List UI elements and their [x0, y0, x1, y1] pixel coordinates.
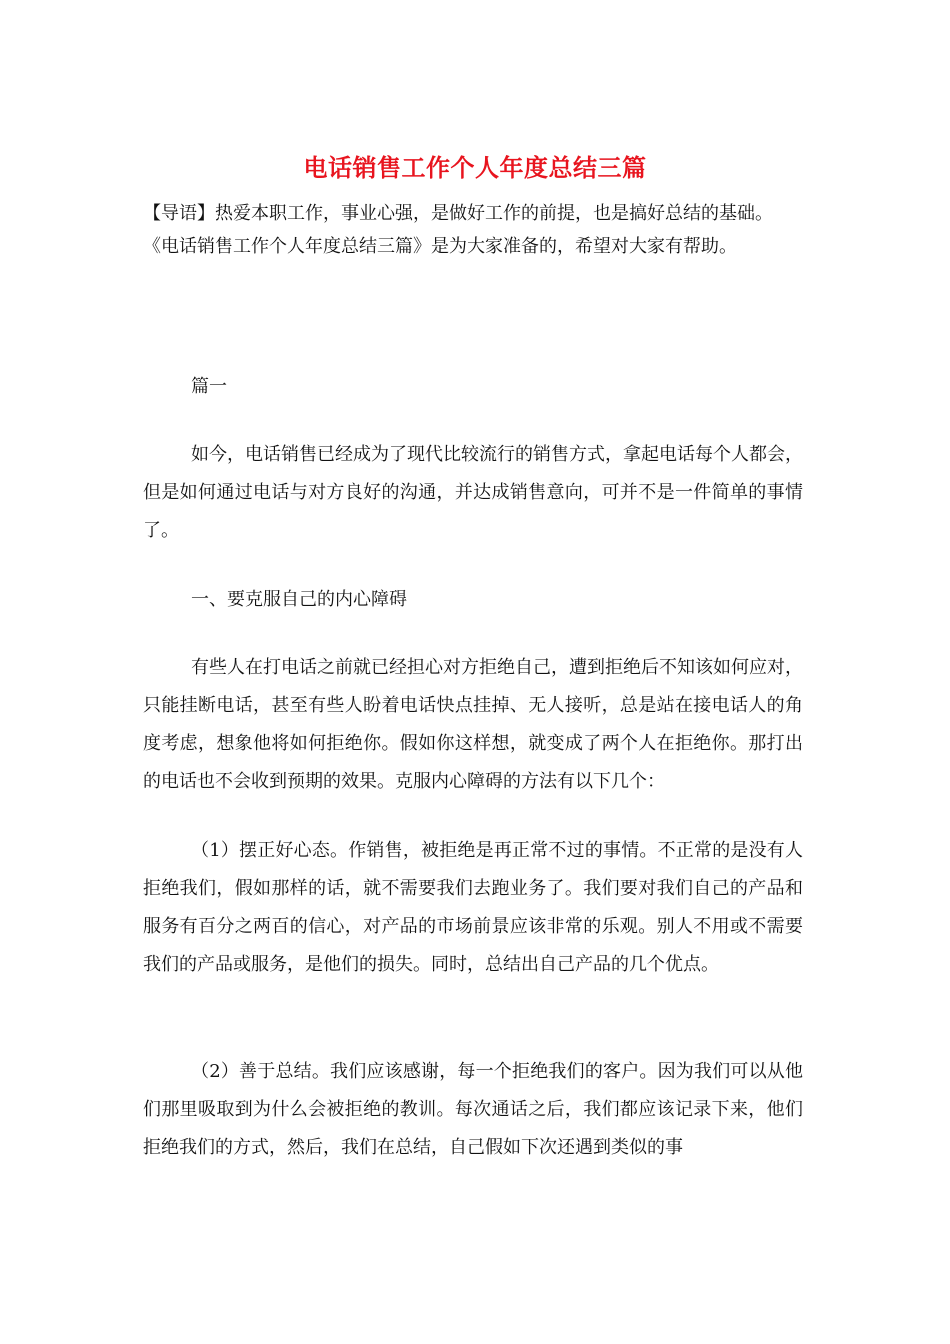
- paragraph-intro: 如今，电话销售已经成为了现代比较流行的销售方式，拿起电话每个人都会，但是如何通过电话与对方良好的沟通，并达成销售意向，可并不是一件简单的事情了。: [143, 444, 803, 541]
- section-label: 篇一: [191, 376, 227, 397]
- intro-block: [143, 197, 813, 263]
- paragraph-point-2: （2）善于总结。我们应该感谢，每一个拒绝我们的客户。因为我们可以从他们那里吸取到为什么会被拒绝的教训。每次通话之后，我们都应该记录下来，他们拒绝我们的方式，然后，我们在总结，自己假如下次还遇到类似的事: [143, 1061, 803, 1158]
- paragraph-point-1: （1）摆正好心态。作销售，被拒绝是再正常不过的事情。不正常的是没有人拒绝我们，假如那样的话，就不需要我们去跑业务了。我们要对我们自己的产品和服务有百分之两百的信心，对产品的市场前景应该非常的乐观。别人不用或不需要我们的产品或服务，是他们的损失。同时，总结出自己产品的几个优点。: [143, 840, 803, 975]
- document-title: 电话销售工作个人年度总结三篇: [303, 153, 647, 182]
- section-heading-1: 一、要克服自己的内心障碍: [191, 589, 407, 610]
- intro-line-2: 《电话销售工作个人年度总结三篇》是为大家准备的，希望对大家有帮助。: [143, 236, 737, 257]
- paragraph-inner-obstacles: 有些人在打电话之前就已经担心对方拒绝自己，遭到拒绝后不知该如何应对，只能挂断电话，甚至有些人盼着电话快点挂掉、无人接听，总是站在接电话人的角度考虑，想象他将如何拒绝你。假如你这样想，就变成了两个人在拒绝你。那打出的电话也不会收到预期的效果。克服内心障碍的方法有以下几个：: [143, 657, 803, 792]
- intro-line-1: 【导语】热爱本职工作，事业心强，是做好工作的前提，也是搞好总结的基础。: [143, 203, 773, 224]
